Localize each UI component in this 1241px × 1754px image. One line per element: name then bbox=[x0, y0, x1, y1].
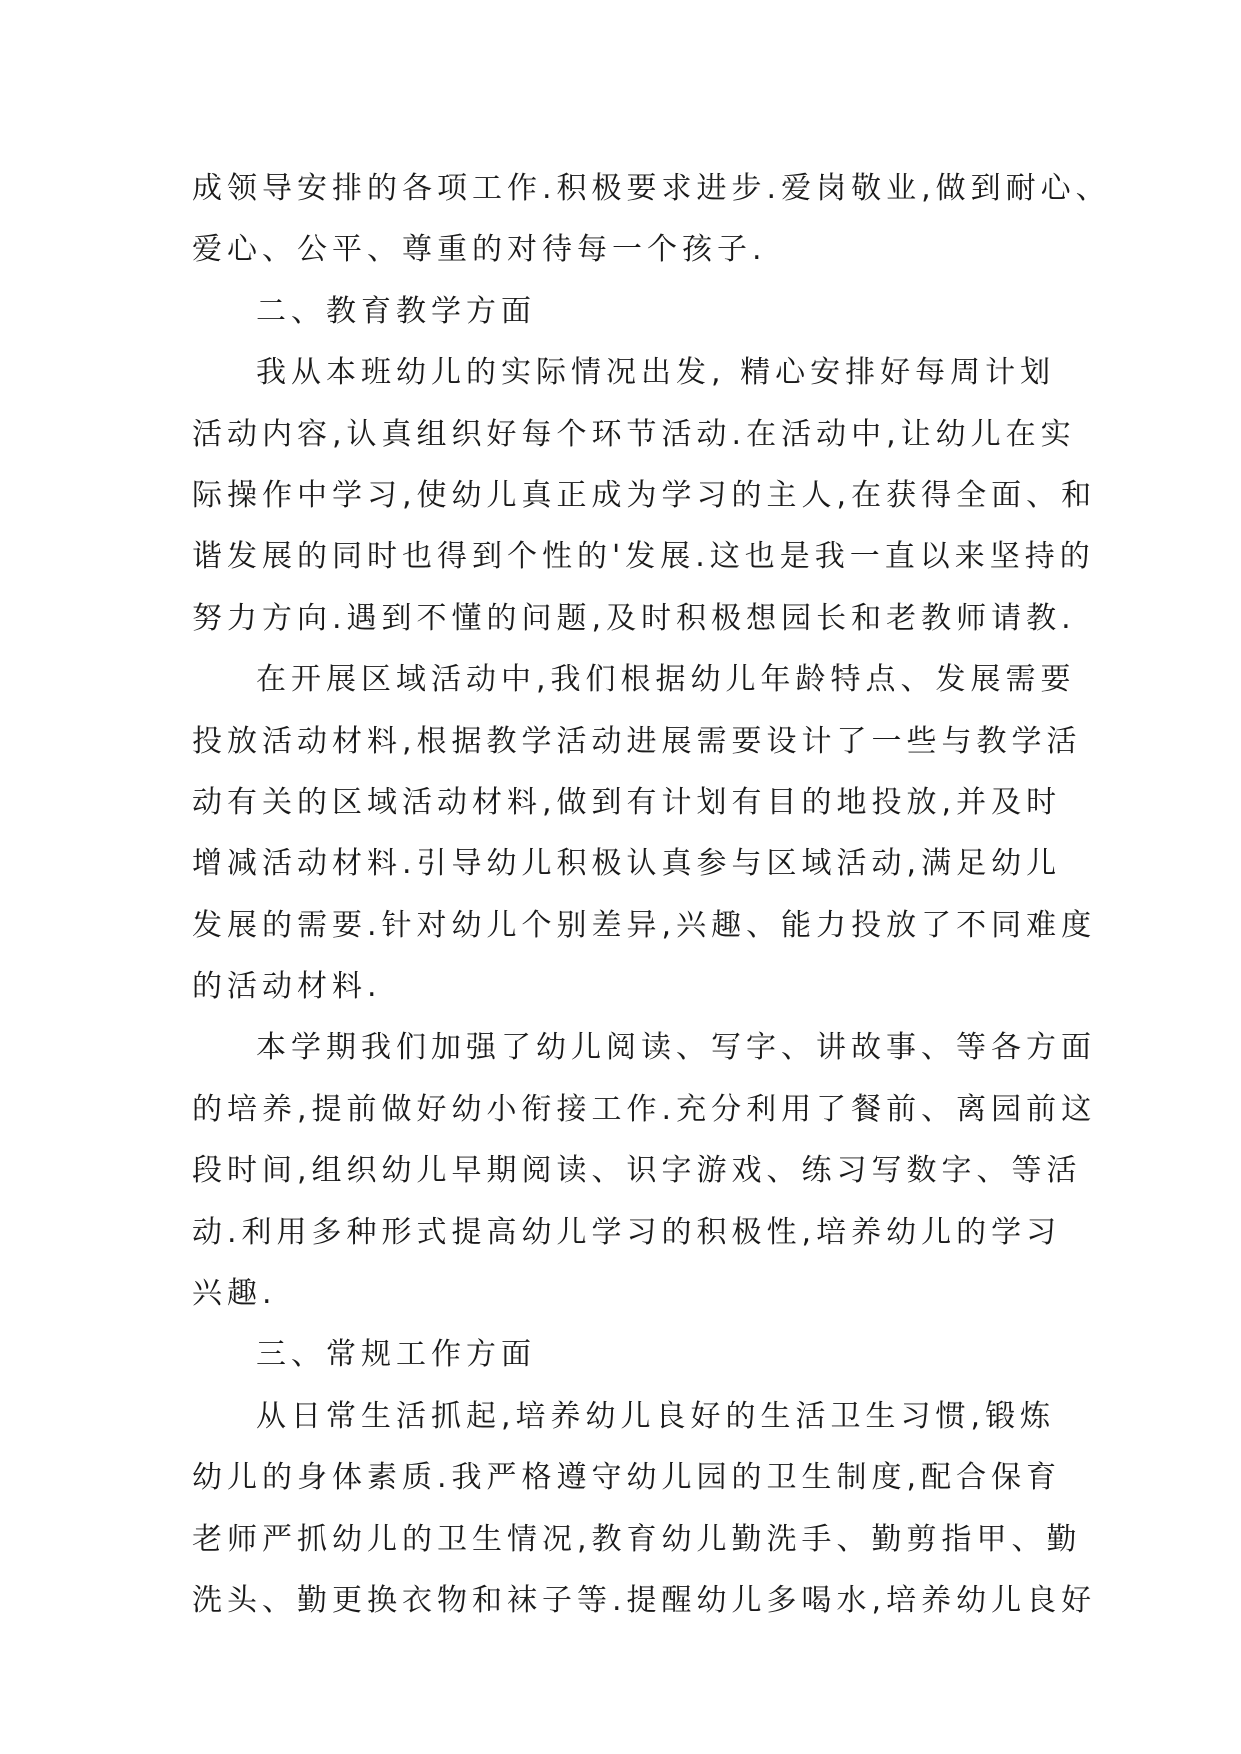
text-line: 兴趣. bbox=[192, 1276, 277, 1312]
section-heading: 二、教育教学方面 bbox=[256, 293, 536, 329]
text-line: 本学期我们加强了幼儿阅读、写字、讲故事、等各方面 bbox=[256, 1030, 1096, 1066]
text-line: 的培养,提前做好幼小衔接工作.充分利用了餐前、离园前这 bbox=[192, 1091, 1097, 1127]
text-line: 际操作中学习,使幼儿真正成为学习的主人,在获得全面、和 bbox=[192, 477, 1097, 513]
text-line: 谐发展的同时也得到个性的'发展.这也是我一直以来坚持的 bbox=[192, 539, 1095, 575]
text-line: 的活动材料. bbox=[192, 969, 382, 1005]
text-line: 洗头、勤更换衣物和袜子等.提醒幼儿多喝水,培养幼儿良好 bbox=[192, 1582, 1097, 1618]
text-line: 从日常生活抓起,培养幼儿良好的生活卫生习惯,锻炼 bbox=[256, 1398, 1056, 1434]
text-line: 老师严抓幼儿的卫生情况,教育幼儿勤洗手、勤剪指甲、勤 bbox=[192, 1521, 1082, 1557]
text-line: 幼儿的身体素质.我严格遵守幼儿园的卫生制度,配合保育 bbox=[192, 1460, 1062, 1496]
section-heading: 三、常规工作方面 bbox=[256, 1337, 536, 1373]
text-line: 在开展区域活动中,我们根据幼儿年龄特点、发展需要 bbox=[256, 662, 1076, 698]
text-line: 活动内容,认真组织好每个环节活动.在活动中,让幼儿在实 bbox=[192, 416, 1076, 452]
text-line: 段时间,组织幼儿早期阅读、识字游戏、练习写数字、等活 bbox=[192, 1153, 1082, 1189]
text-line: 投放活动材料,根据教学活动进展需要设计了一些与教学活 bbox=[192, 723, 1082, 759]
text-line: 发展的需要.针对幼儿个别差异,兴趣、能力投放了不同难度 bbox=[192, 907, 1097, 943]
text-line: 动.利用多种形式提高幼儿学习的积极性,培养幼儿的学习 bbox=[192, 1214, 1062, 1250]
document-body bbox=[192, 158, 1111, 1631]
text-line: 爱心、公平、尊重的对待每一个孩子. bbox=[192, 232, 767, 268]
text-line: 动有关的区域活动材料,做到有计划有目的地投放,并及时 bbox=[192, 784, 1062, 820]
text-line: 我从本班幼儿的实际情况出发, 精心安排好每周计划 bbox=[256, 355, 1056, 391]
text-line: 增减活动材料.引导幼儿积极认真参与区域活动,满足幼儿 bbox=[192, 846, 1062, 882]
text-line: 努力方向.遇到不懂的问题,及时积极想园长和老教师请教. bbox=[192, 600, 1076, 636]
text-line: 成领导安排的各项工作.积极要求进步.爱岗敬业,做到耐心、 bbox=[192, 171, 1111, 206]
